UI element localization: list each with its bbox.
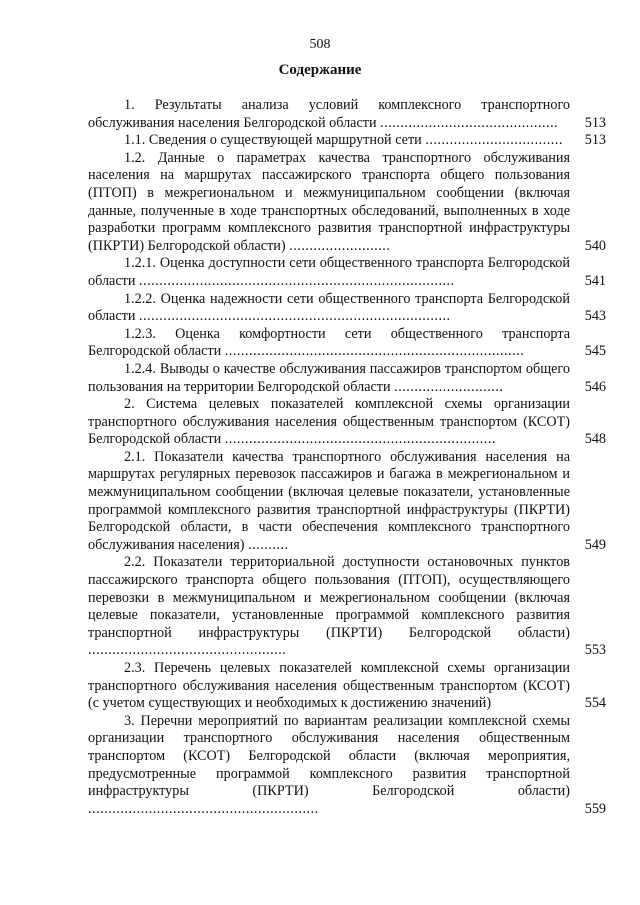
toc-entry-page: 513 bbox=[584, 132, 606, 149]
toc-entry-text: 1.2.1. Оценка доступности сети общественного транспорта Белгородской области bbox=[88, 255, 570, 289]
toc-entry-text: 2.1. Показатели качества транспортного обслуживания населения на маршрутах регулярных перевозок пассажиров и багажа в межрегиональном и межмуниципальном сообщении (включая целевые показатели, установленные программой комплексного развития транспортной инфраструктуры (ПКРТИ) Белгородской области, в части обеспечения комплексного транспортного обслуживания населения) bbox=[88, 448, 570, 553]
toc-entry-page: 554 bbox=[584, 695, 606, 712]
toc-entry-text: 1.2.4. Выводы о качестве обслуживания пассажиров транспортом общего пользования на территории Белгородской области bbox=[88, 360, 570, 395]
toc-entry-text: 2. Система целевых показателей комплексной схемы организации транспортного обслуживания населения общественным транспортом (КСОТ) Белгородской области bbox=[88, 396, 570, 448]
toc-entry-text: 1.1. Сведения о существующей маршрутной сети bbox=[124, 132, 422, 149]
toc-entry-page: 548 bbox=[584, 431, 606, 448]
page-number: 508 bbox=[309, 37, 331, 52]
toc-entry-2-3[interactable] bbox=[88, 660, 606, 713]
toc-entry-2[interactable]: 2. Система целевых показателей комплексной схемы организации транспортного обслуживания населения общественным транспортом (КСОТ) Белгородской области ................................................................... 548 bbox=[88, 396, 606, 448]
toc-entry-page: 541 bbox=[584, 272, 606, 289]
toc-entry-page: 546 bbox=[584, 378, 606, 395]
toc-entry-1-1[interactable]: 1.1. Сведения о существующей маршрутной сети .................................. 513 bbox=[124, 132, 606, 149]
toc-entry-text: 2.3. Перечень целевых показателей комплексной схемы организации транспортного обслуживания населения общественным транспортом (КСОТ) (с учетом существующих и необходимых к достижению значений) bbox=[88, 660, 570, 712]
toc-entry-page: 545 bbox=[584, 343, 606, 360]
toc-entry-3[interactable]: 3. Перечни мероприятий по вариантам реализации комплексной схемы организации транспортного обслуживания населения общественным транспортом (КСОТ) Белгородской области (включая мероприятия, предусмотренные программой комплексного развития транспортной инфраструктуры (ПКРТИ) Белгородской области) ......................................................... 559 bbox=[88, 712, 606, 817]
table-of-contents bbox=[88, 97, 606, 818]
toc-entry-1-2-4[interactable]: 1.2.4. Выводы о качестве обслуживания пассажиров транспортом общего пользования на территории Белгородской области ........................... 546 bbox=[88, 360, 606, 395]
toc-entry-text: 2.2. Показатели территориальной доступности остановочных пунктов пассажирского транспорта общего пользования (ПТОП), осуществляющего перевозки в межмуниципальном и межрегиональном сообщении (включая целевые показатели, установленные программой комплексного развития транспортной инфраструктуры (ПКРТИ) Белгородской области) bbox=[88, 554, 570, 641]
toc-entry-1-2-3[interactable]: 1.2.3. Оценка комфортности сети общественного транспорта Белгородской области .......................................................................... 545 bbox=[88, 325, 606, 360]
toc-entry-1-2-2[interactable]: 1.2.2. Оценка надежности сети общественного транспорта Белгородской области ............................................................................. 543 bbox=[88, 290, 606, 325]
toc-entry-text: 1.2.2. Оценка надежности сети общественного транспорта Белгородской области bbox=[88, 290, 570, 325]
toc-entry-1-2-1[interactable]: 1.2.1. Оценка доступности сети общественного транспорта Белгородской области .............................................................................. 541 bbox=[88, 255, 606, 289]
toc-entry-page: 549 bbox=[584, 536, 606, 553]
toc-entry-page: 559 bbox=[584, 800, 606, 817]
toc-entry-text: 1.2. Данные о параметрах качества транспортного обслуживания населения на маршрутах пассажирского транспорта общего пользования (ПТОП) в межрегиональном и межмуниципальном сообщении (включая данные, полученные в ходе транспортных обследований, выполненных в ходе разработки программ комплексного развития транспортной инфраструктуры (ПКРТИ) Белгородской области) bbox=[88, 149, 570, 254]
toc-entry-1-2[interactable]: 1.2. Данные о параметрах качества транспортного обслуживания населения на маршрутах пассажирского транспорта общего пользования (ПТОП) в межрегиональном и межмуниципальном сообщении (включая данные, полученные в ходе транспортных обследований, выполненных в ходе разработки программ комплексного развития транспортной инфраструктуры (ПКРТИ) Белгородской области) ......................... 540 bbox=[88, 149, 606, 254]
toc-entry-page: 540 bbox=[584, 237, 606, 254]
toc-entry-text: 1. Результаты анализа условий комплексного транспортного обслуживания населения Белгородской области bbox=[88, 97, 570, 131]
toc-entry-text: 3. Перечни мероприятий по вариантам реализации комплексной схемы организации транспортного обслуживания населения общественным транспортом (КСОТ) Белгородской области (включая мероприятия, предусмотренные программой комплексного развития транспортной инфраструктуры (ПКРТИ) Белгородской области) bbox=[88, 712, 570, 800]
toc-entry-2-1[interactable]: 2.1. Показатели качества транспортного обслуживания населения на маршрутах регулярных перевозок пассажиров и багажа в межрегиональном и межмуниципальном сообщении (включая целевые показатели, установленные программой комплексного развития транспортной инфраструктуры (ПКРТИ) Белгородской области, в части обеспечения комплексного транспортного обслуживания населения) .......... 549 bbox=[88, 448, 606, 553]
toc-entry-1[interactable]: 1. Результаты анализа условий комплексного транспортного обслуживания населения Белгородской области ............................................ 513 bbox=[88, 97, 606, 131]
toc-entry-2-2[interactable]: 2.2. Показатели территориальной доступности остановочных пунктов пассажирского транспорта общего пользования (ПТОП), осуществляющего перевозки в межмуниципальном и межрегиональном сообщении (включая целевые показатели, установленные программой комплексного развития транспортной инфраструктуры (ПКРТИ) Белгородской области) ................................................. 553 bbox=[88, 554, 606, 659]
toc-entry-text: 1.2.3. Оценка комфортности сети общественного транспорта Белгородской области bbox=[88, 325, 570, 360]
toc-entry-page: 543 bbox=[584, 308, 606, 325]
toc-entry-page: 513 bbox=[584, 114, 606, 131]
toc-title: Содержание bbox=[278, 62, 362, 78]
toc-entry-page: 553 bbox=[584, 642, 606, 659]
